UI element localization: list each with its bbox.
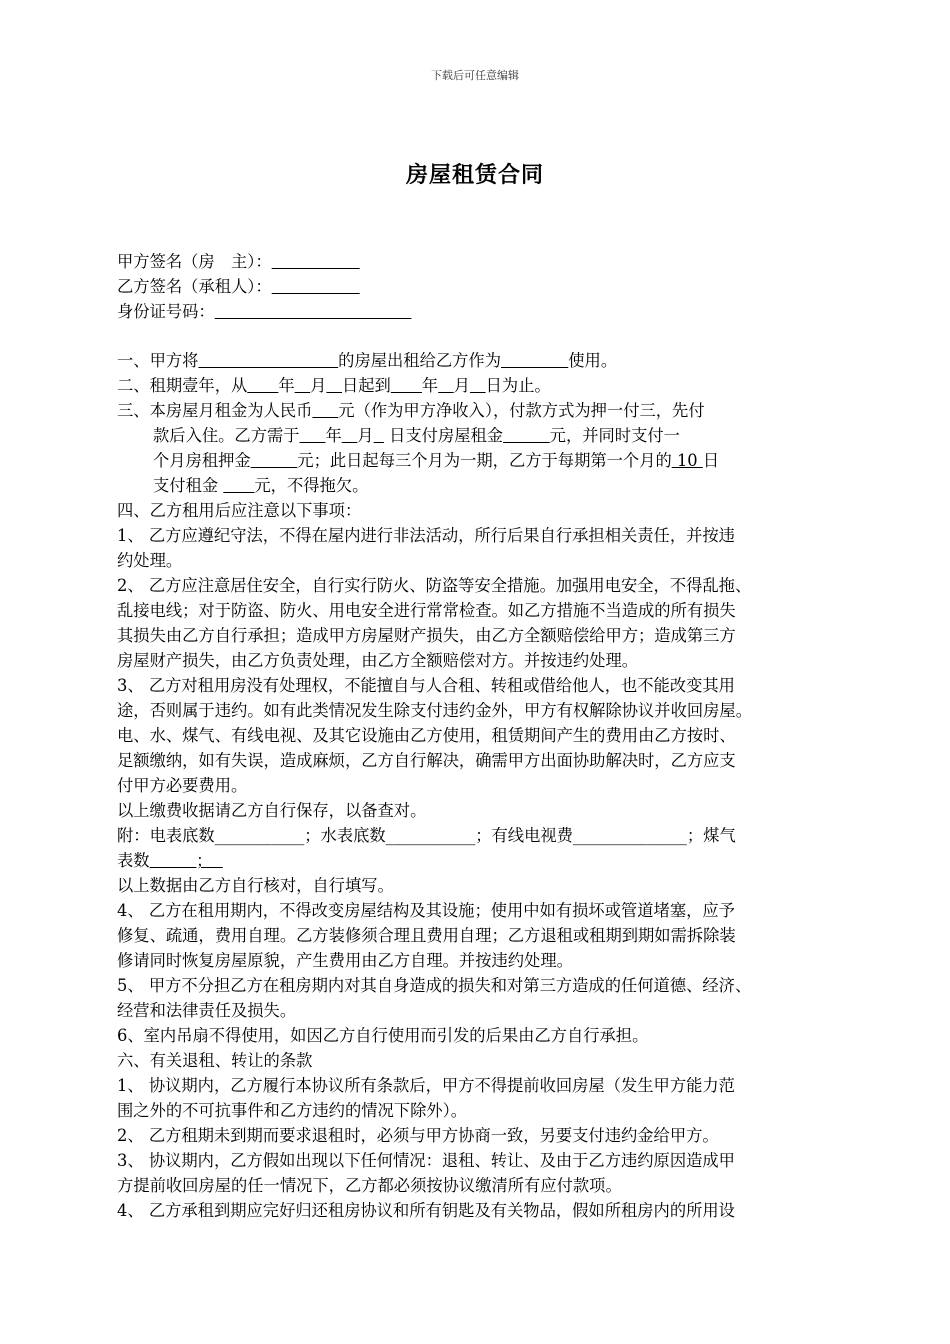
start-day-blank[interactable] (326, 376, 342, 395)
section-3-text: 个月房租押金 (153, 451, 251, 470)
address-blank[interactable] (198, 351, 338, 370)
section-3-text: 元，不得拖欠。 (254, 476, 369, 495)
document-title: 房屋租赁合同 (405, 162, 544, 188)
id-number-blank[interactable] (215, 302, 412, 321)
clause-4-4-cont: 修请同时恢复房屋原貌，产生费用由乙方自理。并按违约处理。 (117, 951, 573, 970)
section-2-text: 日起到 (341, 376, 391, 395)
monthly-rent-blank[interactable] (312, 401, 338, 420)
section-4-heading: 四、乙方租用后应注意以下事项： (117, 501, 362, 520)
clause-4-3-cont: 付甲方必要费用。 (117, 776, 248, 795)
tenant-signature-blank[interactable] (272, 277, 360, 296)
start-year-blank[interactable] (247, 376, 278, 395)
section-3-line-2 (153, 423, 913, 448)
section-3-text: 元（作为甲方净收入），付款方式为押一付三，先付 (338, 401, 705, 420)
verify-note: 以上数据由乙方自行核对，自行填写。 (117, 876, 394, 895)
meter-text: ；水表底数 (304, 826, 386, 845)
use-blank[interactable] (501, 351, 568, 370)
meter-text: ；有线电视费 (475, 826, 573, 845)
section-3-line-3 (153, 448, 913, 473)
meter-text: ； (196, 851, 223, 870)
cable-tv-blank[interactable]: ______________ (572, 826, 687, 845)
water-meter-blank[interactable]: ___________ (385, 826, 476, 845)
section-3-line-1 (117, 398, 877, 423)
pay-year-blank[interactable] (300, 426, 326, 445)
section-3-text: 支付租金 (153, 476, 224, 495)
clause-4-4-cont: 修复、疏通，费用自理。乙方装修须合理且费用自理；乙方退租或租期到期如需拆除装 (117, 926, 736, 945)
meter-text: 表数 (117, 851, 150, 870)
section-3-text: 元，并同时支付一 (549, 426, 680, 445)
section-3-text: 元；此日起每三个月为一期，乙方于每期第一个月的 (297, 451, 672, 470)
meter-text: 附：电表底数 (117, 826, 215, 845)
section-1 (117, 348, 877, 373)
clause-6-3-cont: 方提前收回房屋的任一情况下，乙方都必须按协议缴清所有应付款项。 (117, 1176, 622, 1195)
section-3-text: 款后入住。乙方需于 (153, 426, 300, 445)
clause-6-2: 2、 乙方租期未到期而要求退租时，必须与甲方协商一致，另要支付违约金给甲方。 (117, 1126, 719, 1145)
end-month-blank[interactable] (438, 376, 454, 395)
clause-4-2: 2、 乙方应注意居住安全，自行实行防火、防盗等安全措施。加强用电安全，不得乱拖、 (117, 576, 752, 595)
section-3-text: 日支付房屋租金 (383, 426, 504, 445)
clause-4-3-cont: 电、水、煤气、有线电视、及其它设施由乙方使用，租赁期间产生的费用由乙方按时、 (117, 726, 736, 745)
tenant-signature-line (117, 274, 877, 299)
clause-6-3: 3、 协议期内，乙方假如出现以下任何情况：退租、转让、及由于乙方违约原因造成甲 (117, 1151, 735, 1170)
landlord-signature-blank[interactable] (272, 252, 360, 271)
end-year-blank[interactable] (391, 376, 422, 395)
section-3-text: 月 (357, 426, 374, 445)
section-3-text: 三、本房屋月租金为人民币 (117, 401, 313, 420)
section-2-text: 月 (453, 376, 471, 395)
section-2-text: 年 (421, 376, 439, 395)
section-1-text: 的房屋出租给乙方作为 (338, 351, 501, 370)
landlord-label: 甲方签名（房 主）： (117, 252, 272, 271)
clause-4-3-cont: 途，否则属于违约。如有此类情况发生除支付违约金外，甲方有权解除协议并收回房屋。 (117, 701, 752, 720)
clause-4-2-cont: 房屋财产损失，由乙方负责处理，由乙方全额赔偿对方。并按违约处理。 (117, 651, 639, 670)
clause-4-6: 6、室内吊扇不得使用，如因乙方自行使用而引发的后果由乙方自行承担。 (117, 1026, 649, 1045)
clause-6-4: 4、 乙方承租到期应完好归还租房协议和所有钥匙及有关物品，假如所租房内的所用设 (117, 1201, 735, 1220)
clause-6-1-cont: 围之外的不可抗事件和乙方违约的情况下除外）。 (117, 1101, 468, 1120)
section-6-heading: 六、有关退租、转让的条款 (117, 1051, 313, 1070)
section-1-text: 使用。 (568, 351, 618, 370)
clause-4-5: 5、 甲方不分担乙方在租房期内对其自身造成的损失和对第三方造成的任何道德、经济、 (117, 976, 752, 995)
section-1-text: 一、甲方将 (117, 351, 199, 370)
clause-4-2-cont: 其损失由乙方自行承担；造成甲方房屋财产损失，由乙方全额赔偿给甲方；造成第三方 (117, 626, 736, 645)
clause-4-1: 1、 乙方应遵纪守法，不得在屋内进行非法活动，所行后果自行承担相关责任，并按违 (117, 526, 735, 545)
clause-4-4: 4、 乙方在租用期内，不得改变房屋结构及其设施；使用中如有损坏或管道堵塞，应予 (117, 901, 735, 920)
clause-4-1-cont: 约处理。 (117, 551, 183, 570)
deposit-blank[interactable] (251, 451, 298, 470)
electric-meter-blank[interactable]: ___________ (214, 826, 305, 845)
pay-month-blank[interactable] (342, 426, 358, 445)
section-3-text: 年 (325, 426, 342, 445)
section-3-line-4 (153, 473, 913, 498)
rent-amount-blank[interactable] (503, 426, 550, 445)
landlord-signature-line (117, 249, 877, 274)
clause-4-3-cont: 足额缴纳，如有失误，造成麻烦，乙方自行解决，确需甲方出面协助解决时，乙方应支 (117, 751, 736, 770)
tenant-label: 乙方签名（承租人）： (117, 277, 272, 296)
id-number-line (117, 299, 877, 324)
section-2-text: 月 (310, 376, 327, 395)
meter-readings-line-1 (117, 823, 877, 848)
meter-text: ；煤气 (686, 826, 736, 845)
section-2-text: 年 (278, 376, 295, 395)
payment-day-value: 10 (671, 451, 703, 470)
gas-meter-blank[interactable] (150, 851, 197, 870)
receipt-note: 以上缴费收据请乙方自行保存，以备查对。 (117, 801, 427, 820)
pay-day-blank[interactable] (374, 426, 384, 445)
header-note: 下载后可任意编辑 (431, 69, 519, 82)
clause-4-2-cont: 乱接电线；对于防盗、防火、用电安全进行常常检查。如乙方措施不当造成的所有损失 (117, 601, 736, 620)
section-2 (117, 373, 877, 398)
clause-4-5-cont: 经营和法律责任及损失。 (117, 1001, 297, 1020)
section-3-text: 日 (702, 451, 720, 470)
section-2-text: 日为止。 (485, 376, 551, 395)
rent-payment-blank[interactable] (223, 476, 254, 495)
id-label: 身份证号码： (117, 302, 215, 321)
clause-4-3: 3、 乙方对租用房没有处理权，不能擅自与人合租、转租或借给他人，也不能改变其用 (117, 676, 735, 695)
clause-6-1: 1、 协议期内，乙方履行本协议所有条款后，甲方不得提前收回房屋（发生甲方能力范 (117, 1076, 735, 1095)
end-day-blank[interactable] (470, 376, 486, 395)
meter-readings-line-2 (117, 848, 877, 873)
start-month-blank[interactable] (295, 376, 311, 395)
section-2-text: 二、租期壹年，从 (117, 376, 248, 395)
